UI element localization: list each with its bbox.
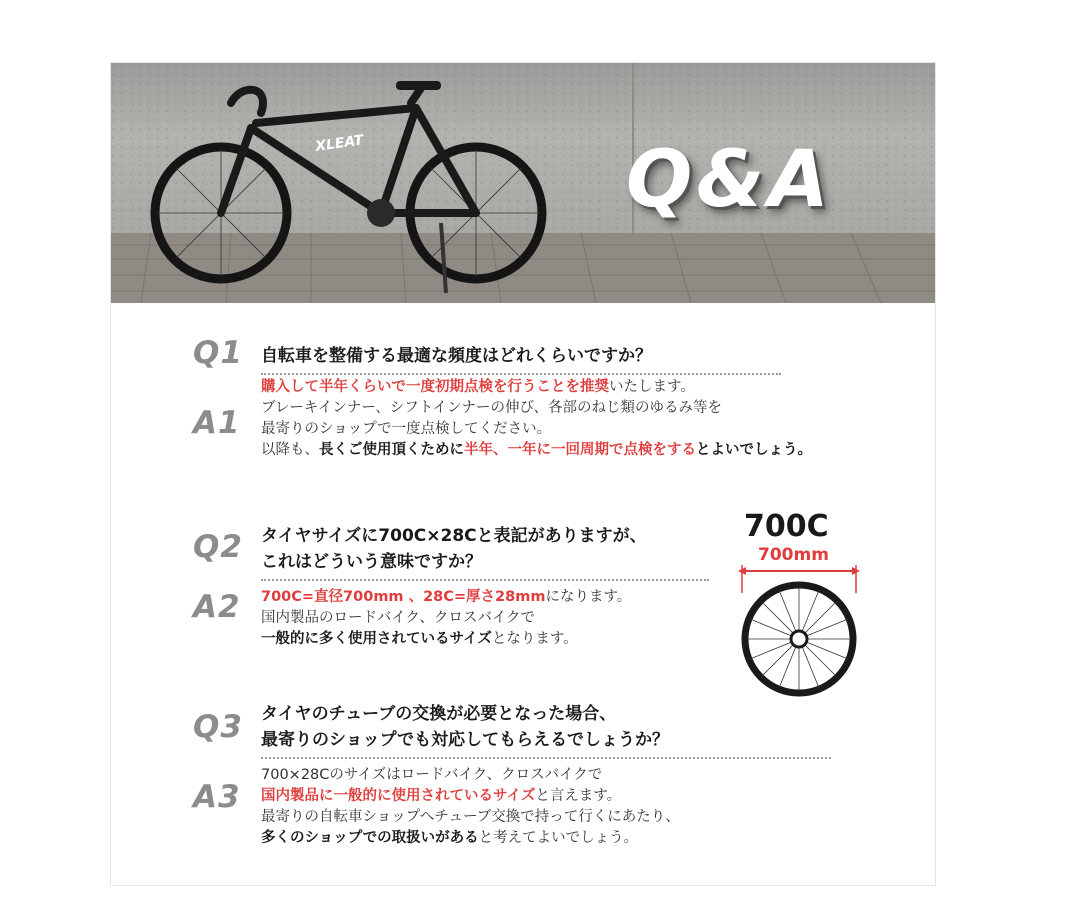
answer-line (261, 807, 680, 828)
a3-label: A3 (193, 779, 241, 815)
answer-line (261, 419, 812, 440)
answer-segment: 購入して半年くらいで一度初期点検を行うことを推奨 (261, 379, 609, 395)
wheel-diagram (736, 509, 866, 709)
answer-segment: とよいでしょう。 (696, 442, 812, 458)
answer-segment: 長くご使用頂くために (319, 442, 464, 458)
q1-divider (261, 373, 781, 375)
qa-card (110, 62, 936, 886)
answer-line (261, 765, 680, 786)
answer-segment: となります。 (491, 631, 578, 647)
answer-segment: 最寄りのショップで一度点検してください。 (261, 421, 552, 437)
q1-line: 自転車を整備する最適な頻度はどれくらいですか？ (261, 346, 652, 366)
wheel-size-label: 700C (744, 509, 829, 544)
answer-line (261, 786, 680, 807)
answer-line (261, 587, 631, 608)
q2-line: タイヤサイズに700C×28Cと表記がありますが、 (261, 526, 647, 546)
wheel-diameter-label: 700mm (758, 545, 829, 565)
wheel-icon (736, 563, 866, 713)
answer-line (261, 629, 631, 650)
a2-text (261, 587, 631, 650)
q3-line: タイヤのチューブの交換が必要となった場合、 (261, 704, 617, 724)
answer-segment: 700C=直径700mm 、28C=厚さ28mm (261, 589, 546, 605)
a3-text (261, 765, 680, 849)
bike-brand-text: XLEAT (314, 132, 365, 155)
answer-segment: いたします。 (609, 379, 695, 395)
q2-line: これはどういう意味ですか？ (261, 552, 482, 572)
answer-line (261, 828, 680, 849)
answer-segment: と言えます。 (535, 788, 622, 804)
q2-text (261, 523, 647, 575)
q3-line: 最寄りのショップでも対応してもらえるでしょうか？ (261, 730, 669, 750)
hero-image (111, 63, 936, 303)
q2-label: Q2 (193, 529, 243, 565)
a1-label: A1 (193, 405, 241, 441)
answer-line (261, 440, 812, 461)
q3-text (261, 701, 669, 753)
page-title: Q&A (626, 135, 833, 225)
q3-divider (261, 757, 831, 759)
answer-segment: 多くのショップでの取扱いがある (261, 830, 479, 846)
answer-segment: 半年、一年に一回周期で点検をする (464, 442, 696, 458)
a1-text (261, 377, 812, 461)
answer-segment: と考えてよいでしょう。 (478, 830, 639, 846)
answer-line (261, 398, 812, 419)
a2-label: A2 (193, 589, 241, 625)
q3-label: Q3 (193, 709, 243, 745)
answer-line (261, 608, 631, 629)
answer-segment: 700×28Cのサイズはロードバイク、クロスバイクで (261, 767, 603, 783)
answer-segment: 以降も、 (261, 442, 319, 458)
answer-segment: ブレーキインナー、シフトインナーの伸び、各部のねじ類のゆるみ等を (261, 400, 722, 416)
answer-line (261, 377, 812, 398)
q1-label: Q1 (193, 335, 243, 371)
answer-segment: 一般的に多く使用されているサイズ (261, 631, 492, 647)
answer-segment: 最寄りの自転車ショップへチューブ交換で持って行くにあたり、 (261, 809, 680, 825)
q2-divider (261, 579, 709, 581)
answer-segment: 国内製品に一般的に使用されているサイズ (261, 788, 536, 804)
q1-text (261, 343, 652, 369)
answer-segment: 国内製品のロードバイク、クロスバイクで (261, 610, 536, 626)
answer-segment: になります。 (545, 589, 632, 605)
